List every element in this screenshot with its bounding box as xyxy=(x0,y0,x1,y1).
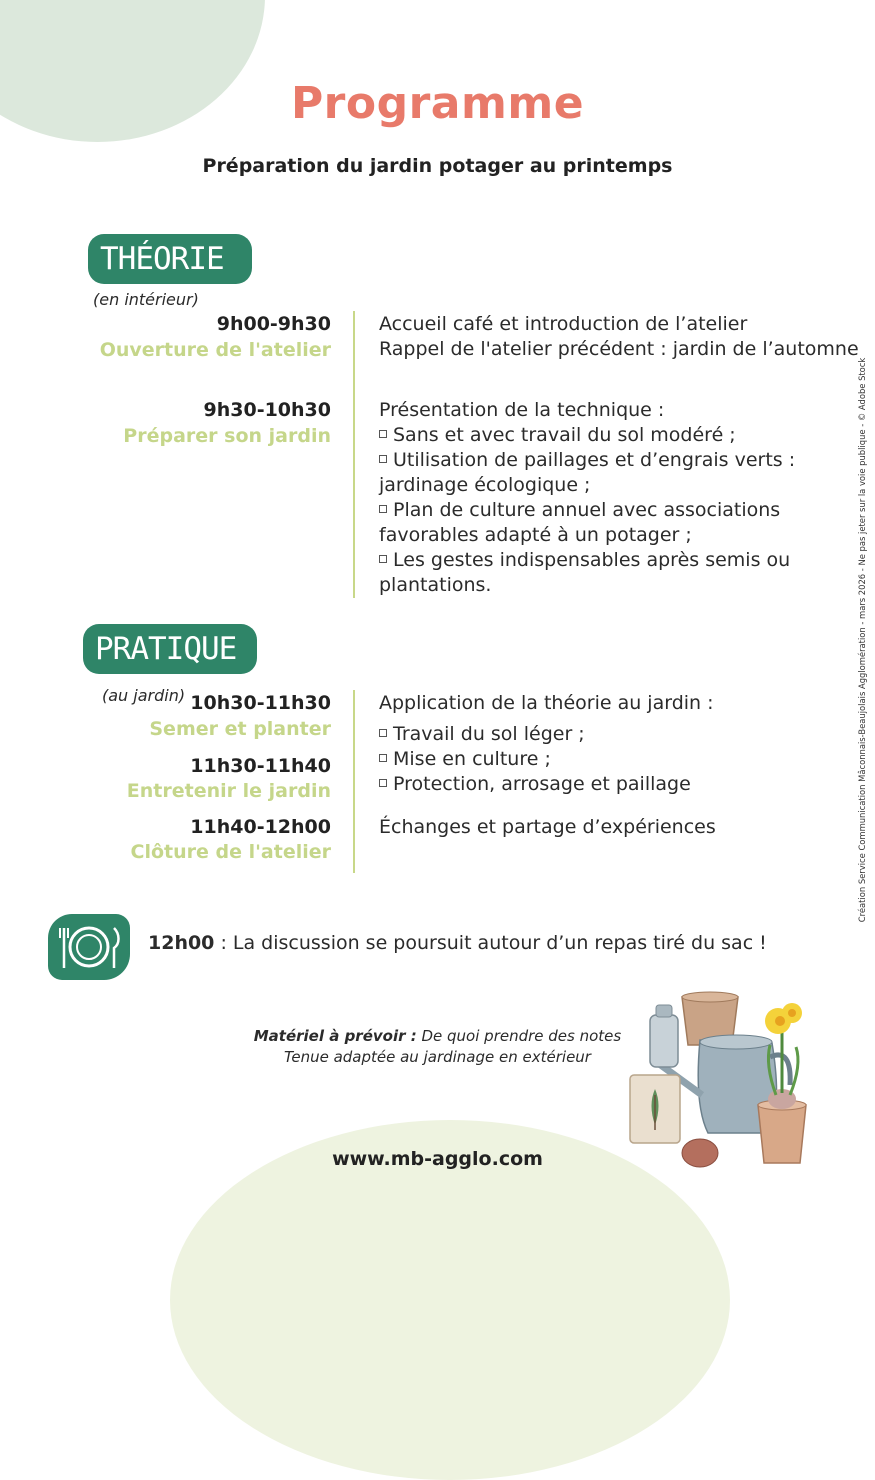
square-bullet-icon xyxy=(379,754,387,762)
description-line: Accueil café et introduction de l’atelier xyxy=(379,313,748,335)
practice-description xyxy=(379,691,714,797)
meal-time: 12h00 xyxy=(148,932,215,954)
exchange-text: Échanges et partage d’expériences xyxy=(379,816,716,838)
pratique-badge-label: PRATIQUE xyxy=(95,631,237,667)
slot-label: Préparer son jardin xyxy=(123,425,331,447)
slot-label: Ouverture de l'atelier xyxy=(99,339,331,361)
meal-line xyxy=(148,932,767,954)
slot-time: 9h30-10h30 xyxy=(203,399,331,421)
divider-line xyxy=(353,311,355,598)
slot-label: Entretenir le jardin xyxy=(126,780,331,802)
garden-tools-illustration xyxy=(620,985,820,1170)
credit-line: Création Service Communication Mâconnais-Beaujolais Agglomération - mars 2026 - Ne pas jeter sur la voie publique - © Adobe Stock xyxy=(857,357,867,923)
theorie-badge xyxy=(88,234,252,284)
bullet-item: Protection, arrosage et paillage xyxy=(379,772,714,797)
slot-time: 11h30-11h40 xyxy=(190,755,331,777)
slot-time: 11h40-12h00 xyxy=(190,816,331,838)
website-link[interactable]: www.mb-agglo.com xyxy=(332,1148,543,1170)
plate-cutlery-icon xyxy=(48,914,130,980)
pratique-badge xyxy=(83,624,257,674)
square-bullet-icon xyxy=(379,505,387,513)
decorative-circle-bottom xyxy=(170,1120,730,1480)
bullet-item: Les gestes indispensables après semis ou xyxy=(379,548,795,573)
theorie-badge-label: THÉORIE xyxy=(100,241,224,277)
theorie-caption: (en intérieur) xyxy=(93,290,199,309)
slot-time: 10h30-11h30 xyxy=(190,692,331,714)
bullet-continuation: plantations. xyxy=(379,574,492,596)
page-title: Programme xyxy=(290,78,585,129)
square-bullet-icon xyxy=(379,430,387,438)
bullet-continuation: jardinage écologique ; xyxy=(379,474,591,496)
description-intro: Présentation de la technique : xyxy=(379,399,665,421)
bullet-item: Sans et avec travail du sol modéré ; xyxy=(379,423,795,448)
bullet-item: Utilisation de paillages et d’engrais verts : xyxy=(379,448,795,473)
bullet-continuation: favorables adapté à un potager ; xyxy=(379,524,692,546)
slot-description xyxy=(379,398,795,598)
square-bullet-icon xyxy=(379,555,387,563)
bullet-item: Mise en culture ; xyxy=(379,747,714,772)
square-bullet-icon xyxy=(379,779,387,787)
meal-text: : La discussion se poursuit autour d’un repas tiré du sac ! xyxy=(214,932,767,954)
slot-time: 9h00-9h30 xyxy=(216,313,331,335)
slot-description xyxy=(379,312,859,362)
material-line: De quoi prendre des notes xyxy=(416,1027,622,1045)
description-intro: Application de la théorie au jardin : xyxy=(379,692,714,714)
material-label: Matériel à prévoir : xyxy=(253,1027,417,1045)
pratique-caption: (au jardin) xyxy=(102,686,186,705)
page-subtitle: Préparation du jardin potager au printemps xyxy=(202,155,673,177)
divider-line xyxy=(353,690,355,873)
slot-label: Clôture de l'atelier xyxy=(130,841,331,863)
square-bullet-icon xyxy=(379,729,387,737)
bullet-item: Travail du sol léger ; xyxy=(379,722,714,747)
square-bullet-icon xyxy=(379,455,387,463)
bullet-item: Plan de culture annuel avec associations xyxy=(379,498,795,523)
material-line: Tenue adaptée au jardinage en extérieur xyxy=(284,1048,591,1066)
description-line: Rappel de l'atelier précédent : jardin de l’automne xyxy=(379,338,859,360)
slot-label: Semer et planter xyxy=(149,718,331,740)
